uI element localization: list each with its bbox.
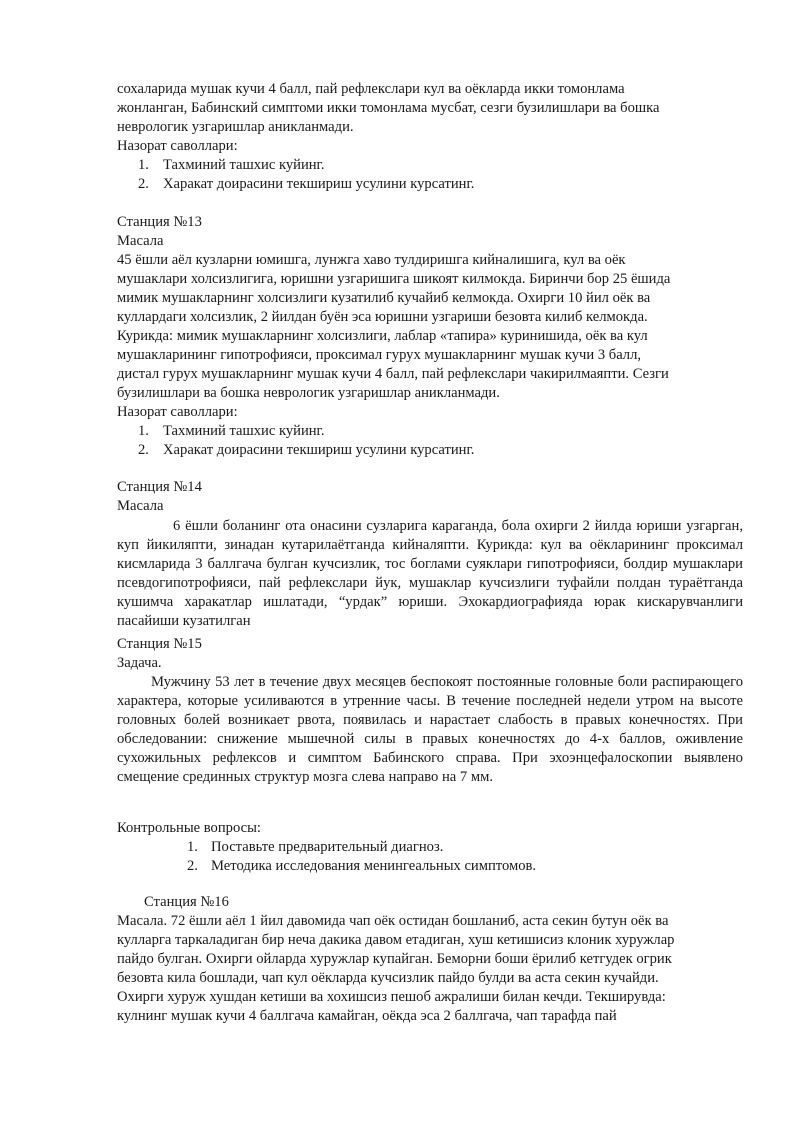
text-line: направо на 7 мм. bbox=[388, 769, 493, 785]
text-line: Мужчину 53 лет в течение двух месяцев беспокоят постоянные головные боли bbox=[151, 674, 648, 690]
list-item: 1. Тахминий ташхис куйинг. bbox=[138, 157, 325, 173]
list-item: 2. Методика исследования менингеальных симптомов. bbox=[187, 858, 537, 874]
case-continuation-text bbox=[117, 80, 743, 137]
text-line: недели утром на высоте головных болей возникает рвота, появилась и нарастает слабость bbox=[117, 693, 743, 728]
station-14-title: Станция №14 bbox=[117, 479, 202, 495]
station-16-title: Станция №16 bbox=[144, 894, 229, 910]
list-item: 1. Поставьте предварительный диагноз. bbox=[187, 839, 444, 855]
text-line: 6 ёшли боланинг ота онасини сузларига караганда, бола охирги 2 йилда юриши bbox=[173, 518, 682, 534]
text-line: Эхокардиографияда юрак кискарувчанлиги пасайиши кузатилган bbox=[117, 594, 744, 629]
station-13-text bbox=[117, 251, 743, 403]
station-16-text bbox=[117, 912, 757, 1026]
list-item: 2. Харакат доирасини текшириш усулини курсатинг. bbox=[138, 442, 475, 458]
station-14-task-label: Масала bbox=[117, 498, 164, 514]
station-13-title: Станция №13 bbox=[117, 214, 202, 230]
list-item: 2. Харакат доирасини текшириш усулини курсатинг. bbox=[138, 176, 475, 192]
text-line: конечностях до 4-х баллов, оживление сухожильных рефлексов и симптом Бабинского bbox=[117, 731, 743, 766]
text-line: сохаларида мушак кучи 4 балл, пай рефлекслари кул ва оёкларда икки томонлама bbox=[117, 81, 625, 97]
questions-title: Назорат саволлари: bbox=[117, 138, 238, 154]
text-line: в правых конечностях. При обследовании: снижение мышечной силы в правых bbox=[117, 712, 743, 747]
text-line: дистал гурух мушакларнинг мушак кучи 4 балл, пай рефлекслари чакирилмаяпти. Сезги bbox=[117, 366, 669, 382]
text-line: жонланган, Бабинский симптоми икки томонлама мусбат, сезги бузилишлари ва бошка bbox=[117, 100, 660, 116]
text-line: неврологик узгаришлар аникланмади. bbox=[117, 119, 354, 135]
text-line: распирающего характера, которые усиливаются в утренние часы. В течение последней bbox=[117, 674, 743, 709]
text-line: Масала. 72 ёшли аёл 1 йил давомида чап оёк остидан бошланиб, аста секин бутун оёк ва bbox=[117, 913, 669, 929]
text-line: безовта кила бошлади, чап кул оёкларда кучсизлик пайдо булди ва аста секин кучайди. bbox=[117, 970, 659, 986]
station-14-text bbox=[117, 517, 743, 631]
text-line: бузилишлари ва бошка неврологик узгаришлар аникланмади. bbox=[117, 385, 500, 401]
text-line: Охирги хуруж хушдан кетиши ва хохишсиз пешоб ажралиши билан кечди. Текширувда: bbox=[117, 989, 666, 1005]
station-15-title: Станция №15 bbox=[117, 636, 202, 652]
text-line: оёкларининг проксимал кисмларида 3 баллгача булган кучсизлик, тос боглами суяклари bbox=[117, 537, 743, 572]
questions-list bbox=[138, 156, 474, 194]
station-13-task-label: Масала bbox=[117, 233, 164, 249]
text-line: гипотрофияси, болдир мушаклари псевдогипотрофияси, пай рефлекслари йук, мушаклар bbox=[117, 556, 743, 591]
text-line: справа. При эхоэнцефалоскопии выявлено смещение срединных структур мозга слева bbox=[117, 750, 743, 785]
text-line: Курикда: мимик мушакларнинг холсизлиги, лаблар «тапира» куринишида, оёк ва кул bbox=[117, 328, 648, 344]
text-line: 45 ёшли аёл кузларни юмишга, лунжга хаво тулдиришга кийналишига, кул ва оёк bbox=[117, 252, 626, 268]
questions-title: Назорат саволлари: bbox=[117, 404, 238, 420]
station-15-task-label: Задача. bbox=[117, 655, 162, 671]
text-line: узгарган, куп йикиляпти, зинадан кутарилаётганда кийналяпти. Курикда: кул ва bbox=[117, 518, 743, 553]
questions-list bbox=[187, 838, 536, 876]
questions-list bbox=[138, 422, 474, 460]
text-line: мушакларининг гипотрофияси, проксимал гурух мушакларнинг мушак кучи 3 балл, bbox=[117, 347, 642, 363]
text-line: кулнинг мушак кучи 4 баллгача камайган, оёкда эса 2 баллгача, чап тарафда пай bbox=[117, 1008, 617, 1024]
text-line: пайдо булган. Охирги ойларда хуружлар купайган. Беморни боши ёрилиб кетгудек огрик bbox=[117, 951, 672, 967]
station-15-text bbox=[117, 673, 743, 787]
text-line: мимик мушакларнинг холсизлиги кузатилиб кучайиб келмокда. Охирги 10 йил оёк ва bbox=[117, 290, 651, 306]
list-item: 1. Тахминий ташхис куйинг. bbox=[138, 423, 325, 439]
text-line: кулларга таркаладиган бир неча дакика давом етадиган, хуш кетишисиз клоник хуружлар bbox=[117, 932, 675, 948]
questions-title: Контрольные вопросы: bbox=[117, 820, 261, 836]
text-line: мушаклари холсизлигига, юришни узгаришига шикоят килмокда. Биринчи бор 25 ёшида bbox=[117, 271, 671, 287]
text-line: кучсизлиги туфайли полдан тураётганда кушимча харакатлар ишлатади, “урдак” юриши. bbox=[117, 575, 743, 610]
text-line: куллардаги холсизлик, 2 йилдан буён эса юришни узгариши безовта килиб келмокда. bbox=[117, 309, 648, 325]
